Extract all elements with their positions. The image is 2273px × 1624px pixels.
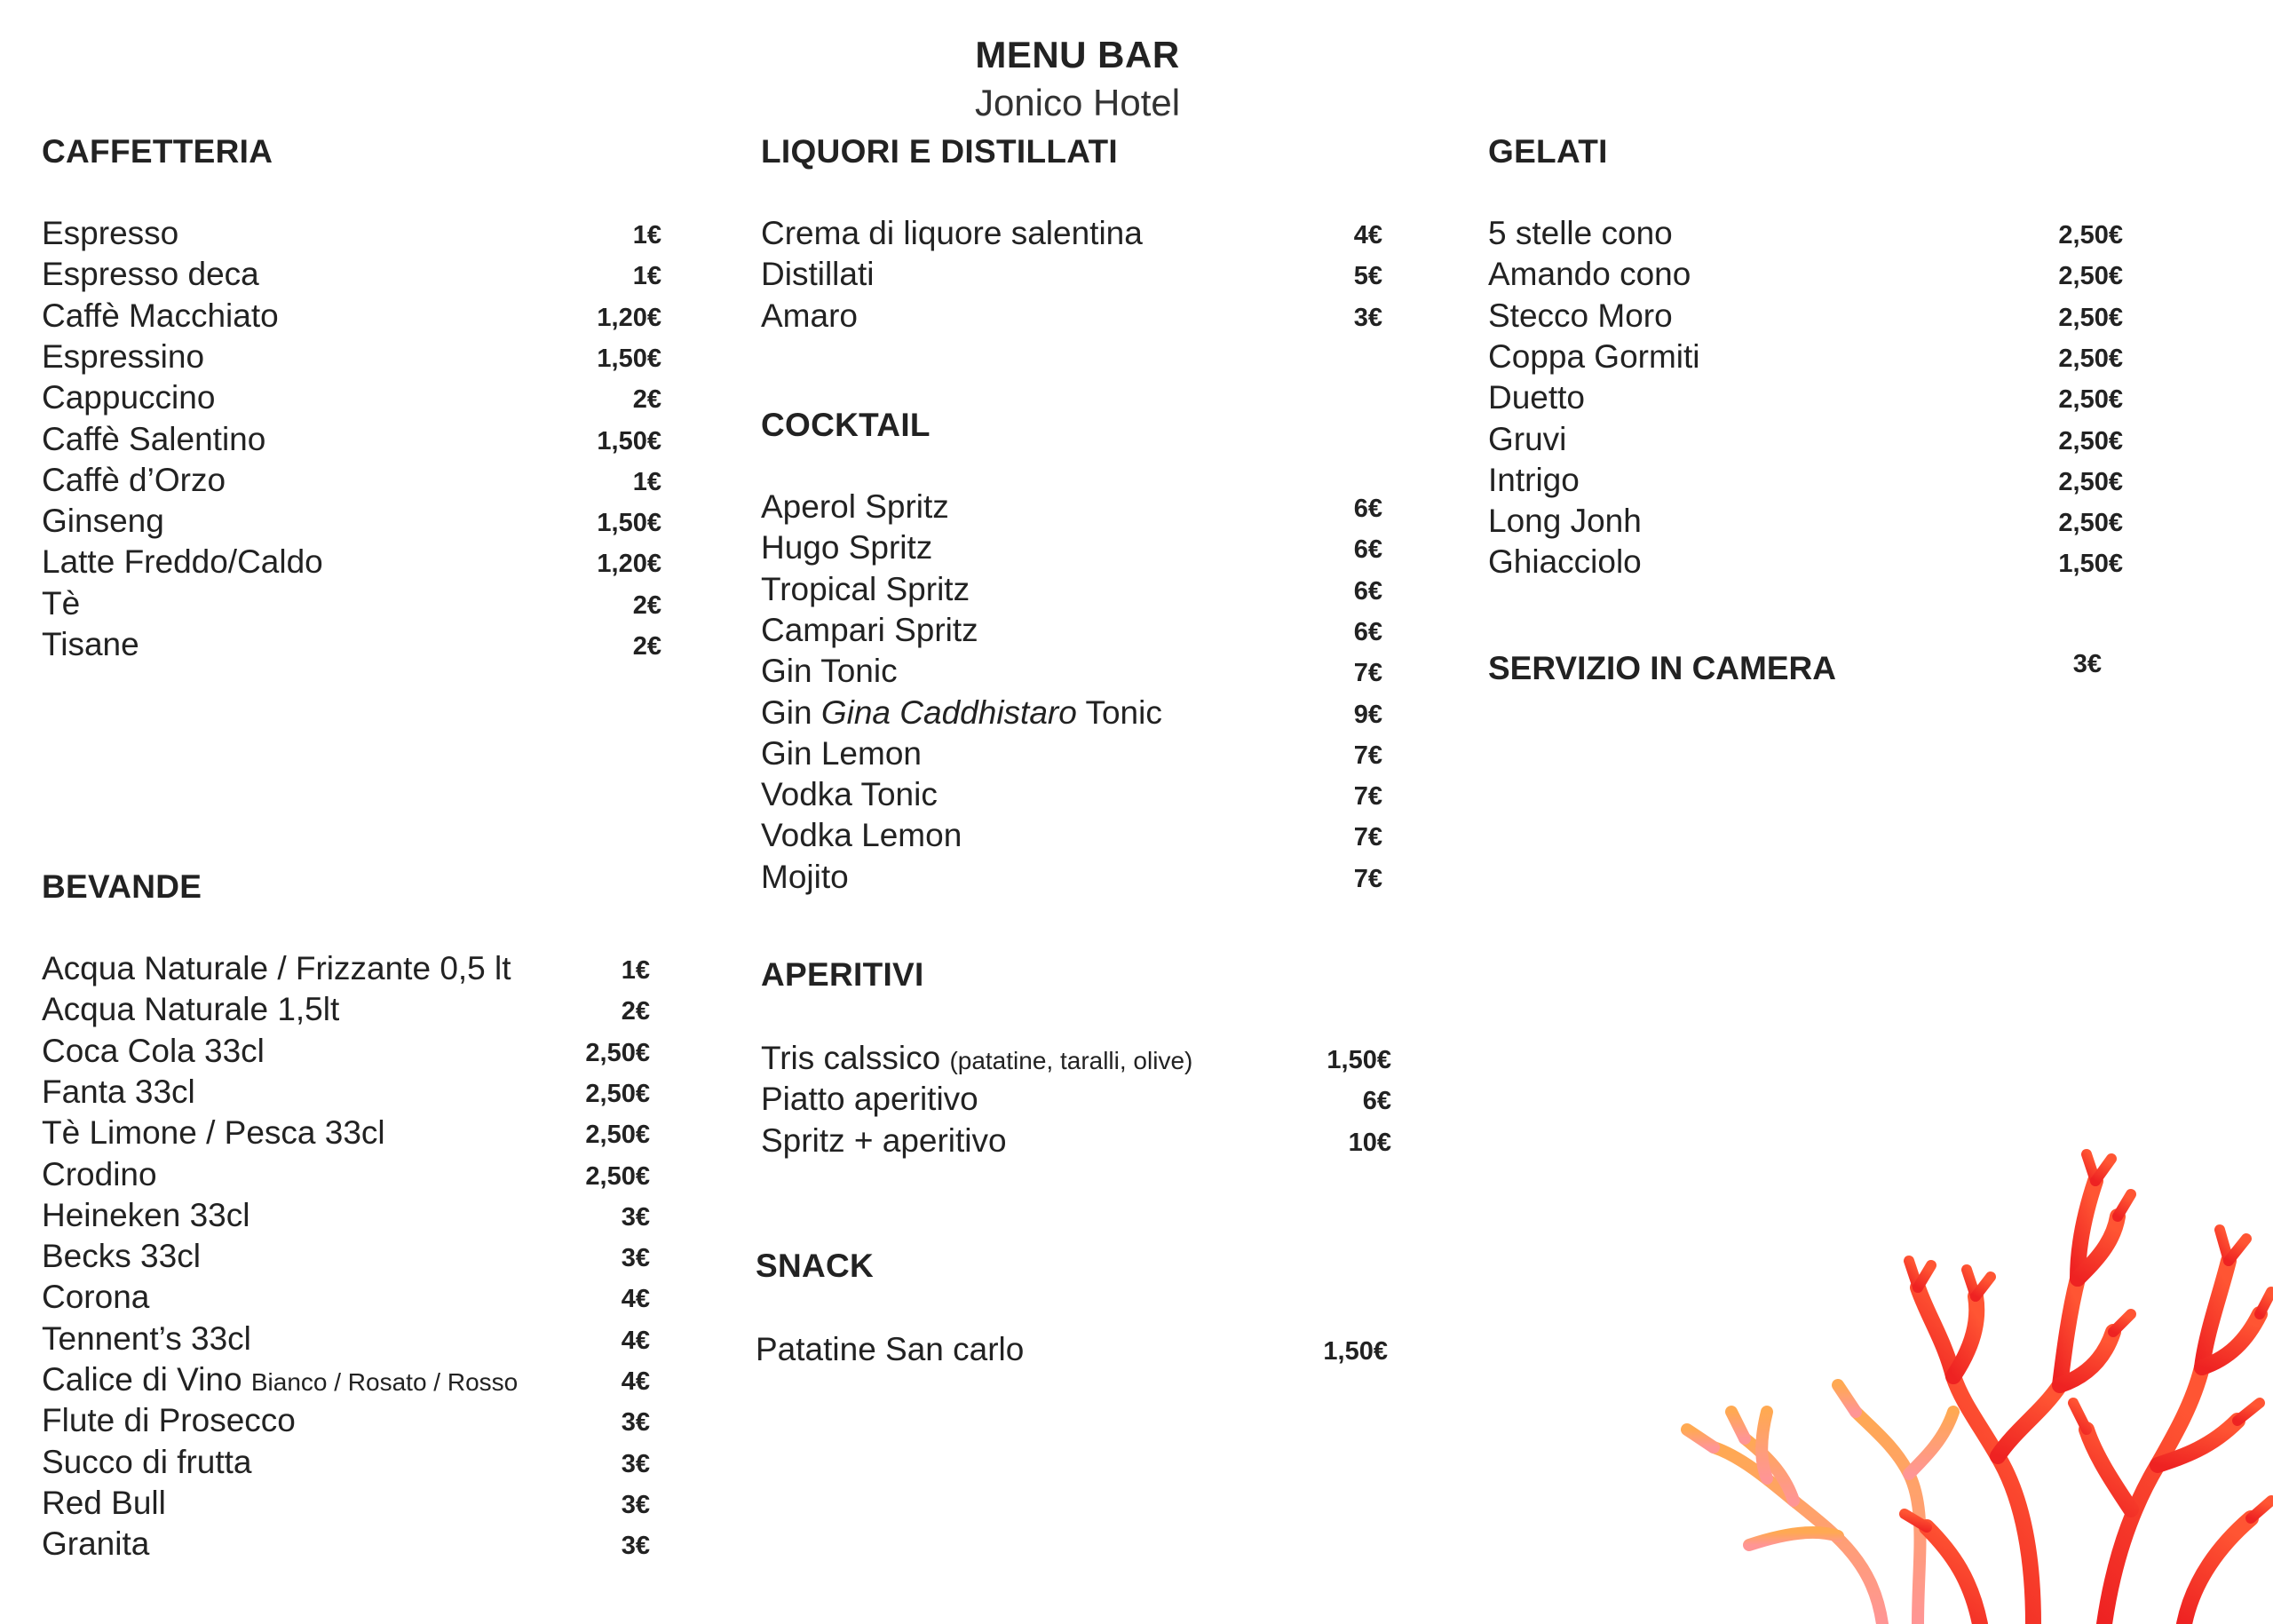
menu-item-name — [42, 1154, 157, 1195]
menu-item-name — [1488, 419, 1566, 460]
menu-item — [42, 254, 661, 295]
menu-item-price: 2,50€ — [2058, 344, 2123, 373]
menu-item — [1488, 254, 2123, 295]
menu-item-name-text: Corona — [42, 1279, 150, 1316]
menu-item-name — [42, 1359, 518, 1403]
menu-item-name — [42, 419, 265, 460]
menu-item-name-text: Amando cono — [1488, 256, 1691, 293]
menu-item-price: 5€ — [1353, 262, 1382, 291]
menu-item-name — [42, 254, 259, 295]
menu-item-price: 4€ — [621, 1367, 650, 1396]
menu-item — [42, 624, 661, 665]
section-title-aperitivi: APERITIVI — [761, 956, 924, 993]
menu-item-price: 3€ — [621, 1244, 650, 1273]
menu-item-name — [761, 693, 1162, 733]
menu-item-price: 3€ — [621, 1202, 650, 1232]
menu-item-name-text: Hugo Spritz — [761, 529, 933, 566]
menu-item-price: 9€ — [1353, 700, 1382, 729]
menu-item-name-text: Fanta 33cl — [42, 1073, 195, 1110]
menu-item — [761, 1121, 1391, 1161]
menu-item-name — [42, 1442, 252, 1483]
menu-item-price: 2,50€ — [585, 1038, 650, 1067]
menu-item-name — [761, 610, 978, 651]
menu-item-name-text: Tè — [42, 584, 81, 622]
menu-item-name-text: Tris calssico — [761, 1040, 941, 1076]
menu-item-name-text: Mojito — [761, 858, 849, 895]
menu-item-name — [761, 857, 849, 898]
section-title-bevande: BEVANDE — [42, 868, 202, 905]
menu-item-price: 1€ — [632, 262, 661, 291]
menu-item-name — [42, 624, 139, 665]
menu-item-name-text: Acqua Naturale / Frizzante 0,5 lt — [42, 950, 511, 986]
menu-item-name — [1488, 501, 1642, 542]
menu-item — [761, 487, 1382, 527]
menu-item-name-text: Caffè Macchiato — [42, 297, 279, 334]
menu-item-name — [761, 1121, 1007, 1161]
menu-item — [761, 213, 1382, 254]
menu-item-name-text: Caffè Salentino — [42, 420, 266, 457]
section-title-gelati: GELATI — [1488, 133, 1608, 170]
menu-item-price: 1€ — [621, 956, 650, 985]
menu-item-price: 7€ — [1353, 659, 1382, 688]
menu-item — [42, 1195, 650, 1236]
menu-item — [42, 1236, 650, 1277]
menu-item — [42, 377, 661, 418]
menu-item-price: 1,50€ — [597, 344, 661, 373]
menu-item — [761, 733, 1382, 774]
menu-item-name — [42, 377, 215, 418]
menu-item — [761, 693, 1382, 733]
menu-item — [42, 1524, 650, 1565]
menu-item-name-text: Calice di Vino — [42, 1361, 242, 1398]
menu-item-note: (patatine, taralli, olive) — [949, 1047, 1193, 1074]
menu-item-name — [42, 1031, 265, 1072]
menu-item-name — [761, 1079, 978, 1120]
menu-item — [42, 213, 661, 254]
menu-item — [761, 527, 1382, 568]
menu-item — [761, 569, 1382, 610]
menu-item-price: 2,50€ — [2058, 467, 2123, 496]
menu-item — [1488, 419, 2123, 460]
menu-item-price: 6€ — [1353, 576, 1382, 606]
menu-item-price: 1,50€ — [1327, 1046, 1391, 1074]
menu-item-name — [42, 948, 511, 989]
menu-item-price: 2€ — [621, 997, 650, 1026]
menu-item-price: 1,50€ — [1323, 1337, 1388, 1366]
menu-item-name-text: Caffè d’Orzo — [42, 461, 226, 498]
menu-item-name-text: Becks 33cl — [42, 1238, 201, 1275]
menu-item-price: 1€ — [632, 221, 661, 250]
menu-item-price: 6€ — [1362, 1087, 1391, 1116]
menu-item-price: 3€ — [621, 1532, 650, 1561]
menu-item-name — [1488, 254, 1691, 295]
menu-item-name-text: Ginseng — [42, 503, 164, 540]
menu-item-name-text: Spritz + aperitivo — [761, 1121, 1007, 1159]
menu-item — [1488, 296, 2123, 337]
menu-item — [761, 815, 1382, 856]
menu-item-name — [1488, 460, 1580, 501]
menu-item-name-text: Crema di liquore salentina — [761, 215, 1143, 251]
menu-item-name — [42, 460, 226, 501]
menu-item — [1488, 377, 2123, 418]
menu-item-price: 2,50€ — [2058, 509, 2123, 538]
menu-item — [761, 610, 1382, 651]
menu-item-name-text: Duetto — [1488, 379, 1586, 416]
menu-item-name — [42, 542, 323, 582]
menu-item-price: 2,50€ — [2058, 303, 2123, 332]
menu-item-name — [42, 583, 80, 624]
menu-item-name-text: Coppa Gormiti — [1488, 337, 1700, 375]
menu-item-name-text: Patatine San carlo — [756, 1331, 1025, 1367]
menu-item-name-italic: Gina Caddhistaro — [820, 693, 1077, 731]
menu-item-name-text: Intrigo — [1488, 461, 1580, 498]
menu-item-name-text: Red Bull — [42, 1484, 166, 1521]
menu-item — [42, 1154, 650, 1195]
menu-item-price: 7€ — [1353, 741, 1382, 770]
menu-item-price: 2,50€ — [2058, 221, 2123, 250]
menu-item-name-text: Tropical Spritz — [761, 570, 970, 607]
menu-item-name-text: Espressino — [42, 337, 205, 375]
menu-item-name-text: Aperol Spritz — [761, 488, 949, 525]
menu-item-price: 2€ — [632, 632, 661, 661]
menu-item — [42, 1277, 650, 1318]
menu-item-name-text: Gin Lemon — [761, 734, 922, 772]
menu-item-price: 10€ — [1348, 1128, 1391, 1157]
menu-item-name — [1488, 296, 1673, 337]
menu-item-price: 3€ — [621, 1408, 650, 1438]
menu-item-price: 2,50€ — [585, 1121, 650, 1150]
menu-item — [1488, 213, 2123, 254]
menu-item-price: 3€ — [621, 1449, 650, 1478]
menu-item-price: 1,50€ — [2058, 550, 2123, 579]
menu-item-name — [761, 254, 874, 295]
menu-item-name — [42, 1072, 195, 1113]
menu-item-name-text: Campari Spritz — [761, 611, 978, 648]
menu-item-name — [42, 296, 279, 337]
menu-item-name — [42, 1483, 166, 1524]
menu-item-name — [42, 1113, 385, 1153]
section-title-cocktail: COCKTAIL — [761, 407, 931, 443]
menu-item-name-text: Flute di Prosecco — [42, 1402, 296, 1439]
menu-item — [761, 1038, 1391, 1079]
menu-item — [761, 296, 1382, 337]
menu-item-price: 7€ — [1353, 823, 1382, 852]
menu-item — [42, 1400, 650, 1441]
menu-item — [1488, 460, 2123, 501]
section-title-liquori: LIQUORI E DISTILLATI — [761, 133, 1119, 170]
menu-item-name — [756, 1329, 1024, 1370]
menu-item-name — [42, 501, 164, 542]
menu-item-name-text: Succo di frutta — [42, 1443, 252, 1480]
menu-item-price: 4€ — [621, 1326, 650, 1355]
menu-item — [761, 1079, 1391, 1120]
section-servizio-price: 3€ — [2072, 650, 2102, 678]
menu-item — [1488, 501, 2123, 542]
menu-item-name — [761, 296, 858, 337]
menu-item-name-text: Crodino — [42, 1155, 157, 1192]
menu-item — [756, 1329, 1388, 1370]
menu-item-price: 2€ — [632, 590, 661, 620]
menu-item-name — [761, 569, 970, 610]
menu-item-name-text: 5 stelle cono — [1488, 215, 1673, 251]
menu-item — [42, 460, 661, 501]
menu-item-name — [42, 1236, 201, 1277]
menu-item — [42, 1072, 650, 1113]
menu-item-price: 2€ — [632, 385, 661, 415]
menu-item-price: 1€ — [632, 467, 661, 496]
menu-item — [42, 501, 661, 542]
menu-item-price: 7€ — [1353, 864, 1382, 893]
menu-item-price: 3€ — [621, 1490, 650, 1519]
menu-item — [42, 1319, 650, 1359]
menu-item — [42, 419, 661, 460]
menu-item — [42, 1113, 650, 1153]
menu-item — [761, 254, 1382, 295]
section-title-caffetteria: CAFFETTERIA — [42, 133, 273, 170]
menu-item-name — [761, 651, 898, 692]
menu-item-name — [42, 337, 204, 377]
menu-item-price: 2,50€ — [2058, 262, 2123, 291]
menu-item-name-text: Tè Limone / Pesca 33cl — [42, 1114, 385, 1152]
menu-item-name — [1488, 213, 1673, 254]
menu-item — [42, 989, 650, 1030]
menu-item-name-part: Tonic — [1085, 693, 1162, 731]
menu-item-name — [42, 989, 339, 1030]
menu-item-name — [42, 213, 178, 254]
menu-item-price: 7€ — [1353, 782, 1382, 812]
hotel-name: Jonico Hotel — [974, 82, 1181, 123]
menu-item-name — [761, 487, 949, 527]
menu-item-name — [42, 1195, 249, 1236]
menu-item-name — [761, 1038, 1192, 1081]
menu-item-price: 1,50€ — [597, 426, 661, 456]
menu-item-name — [1488, 542, 1642, 582]
menu-item-price: 4€ — [621, 1285, 650, 1314]
menu-item — [1488, 542, 2123, 582]
menu-item-name-text: Amaro — [761, 297, 858, 334]
menu-item-name-text: Tennent’s 33cl — [42, 1319, 251, 1357]
menu-item-name-text: Distillati — [761, 256, 875, 293]
menu-item-price: 1,20€ — [597, 550, 661, 579]
menu-item-name — [761, 527, 932, 568]
menu-item — [42, 296, 661, 337]
menu-item — [761, 774, 1382, 815]
menu-item-name-text: Vodka Tonic — [761, 776, 938, 813]
menu-item-price: 1,50€ — [597, 509, 661, 538]
section-servizio-title: SERVIZIO IN CAMERA — [1488, 650, 1836, 686]
menu-item-name-text: Coca Cola 33cl — [42, 1032, 265, 1069]
menu-item-name — [1488, 377, 1585, 418]
menu-item-name-text: Acqua Naturale 1,5lt — [42, 991, 340, 1028]
menu-item-name — [761, 774, 938, 815]
menu-item-name-text: Granita — [42, 1525, 150, 1563]
menu-item — [42, 337, 661, 377]
menu-item-price: 6€ — [1353, 495, 1382, 523]
menu-item-name — [42, 1277, 149, 1318]
menu-item — [42, 948, 650, 989]
menu-item — [1488, 337, 2123, 377]
menu-item-note: Bianco / Rosato / Rosso — [250, 1368, 519, 1396]
menu-item — [761, 857, 1382, 898]
menu-item-name-text: Gruvi — [1488, 420, 1567, 457]
menu-item-name-text: Latte Freddo/Caldo — [42, 543, 323, 581]
menu-item — [42, 1483, 650, 1524]
menu-item — [42, 1442, 650, 1483]
menu-item-name-text: Espresso — [42, 215, 179, 251]
menu-item-name-text: Ghiacciolo — [1488, 543, 1642, 581]
menu-item — [761, 651, 1382, 692]
menu-item-name-text: Vodka Lemon — [761, 817, 962, 854]
menu-item-price: 6€ — [1353, 617, 1382, 646]
menu-item-name — [761, 733, 922, 774]
menu-item-price: 1,20€ — [597, 303, 661, 332]
menu-item — [42, 542, 661, 582]
menu-item-price: 4€ — [1353, 221, 1382, 250]
menu-item-price: 6€ — [1353, 535, 1382, 565]
menu-item-price: 2,50€ — [585, 1079, 650, 1108]
section-title-snack: SNACK — [756, 1248, 875, 1284]
menu-item-name-text: Heineken 33cl — [42, 1196, 250, 1233]
menu-item-name-text: Cappuccino — [42, 379, 216, 416]
menu-item-name-text: Gin Tonic — [761, 653, 898, 690]
menu-title: MENU BAR — [975, 34, 1180, 75]
menu-item-price: 2,50€ — [585, 1161, 650, 1191]
menu-item — [42, 1031, 650, 1072]
menu-item-name — [42, 1400, 296, 1441]
menu-item-name-text: Long Jonh — [1488, 503, 1642, 540]
menu-item-price: 2,50€ — [2058, 385, 2123, 415]
menu-item-name-part: Gin — [761, 693, 812, 731]
menu-item-name — [42, 1319, 251, 1359]
coral-illustration — [1660, 1119, 2273, 1624]
menu-item-name — [761, 213, 1143, 254]
menu-item-name-text: Tisane — [42, 626, 139, 662]
menu-item-price: 3€ — [1353, 303, 1382, 332]
menu-item-name — [761, 815, 962, 856]
menu-item — [42, 1359, 650, 1400]
menu-item-name-text: Stecco Moro — [1488, 297, 1673, 334]
menu-item-price: 2,50€ — [2058, 426, 2123, 456]
menu-item-name-text: Espresso deca — [42, 256, 259, 293]
menu-item — [42, 583, 661, 624]
menu-item-name — [1488, 337, 1700, 377]
menu-item-name — [42, 1524, 149, 1565]
menu-item-name-text: Piatto aperitivo — [761, 1081, 978, 1118]
